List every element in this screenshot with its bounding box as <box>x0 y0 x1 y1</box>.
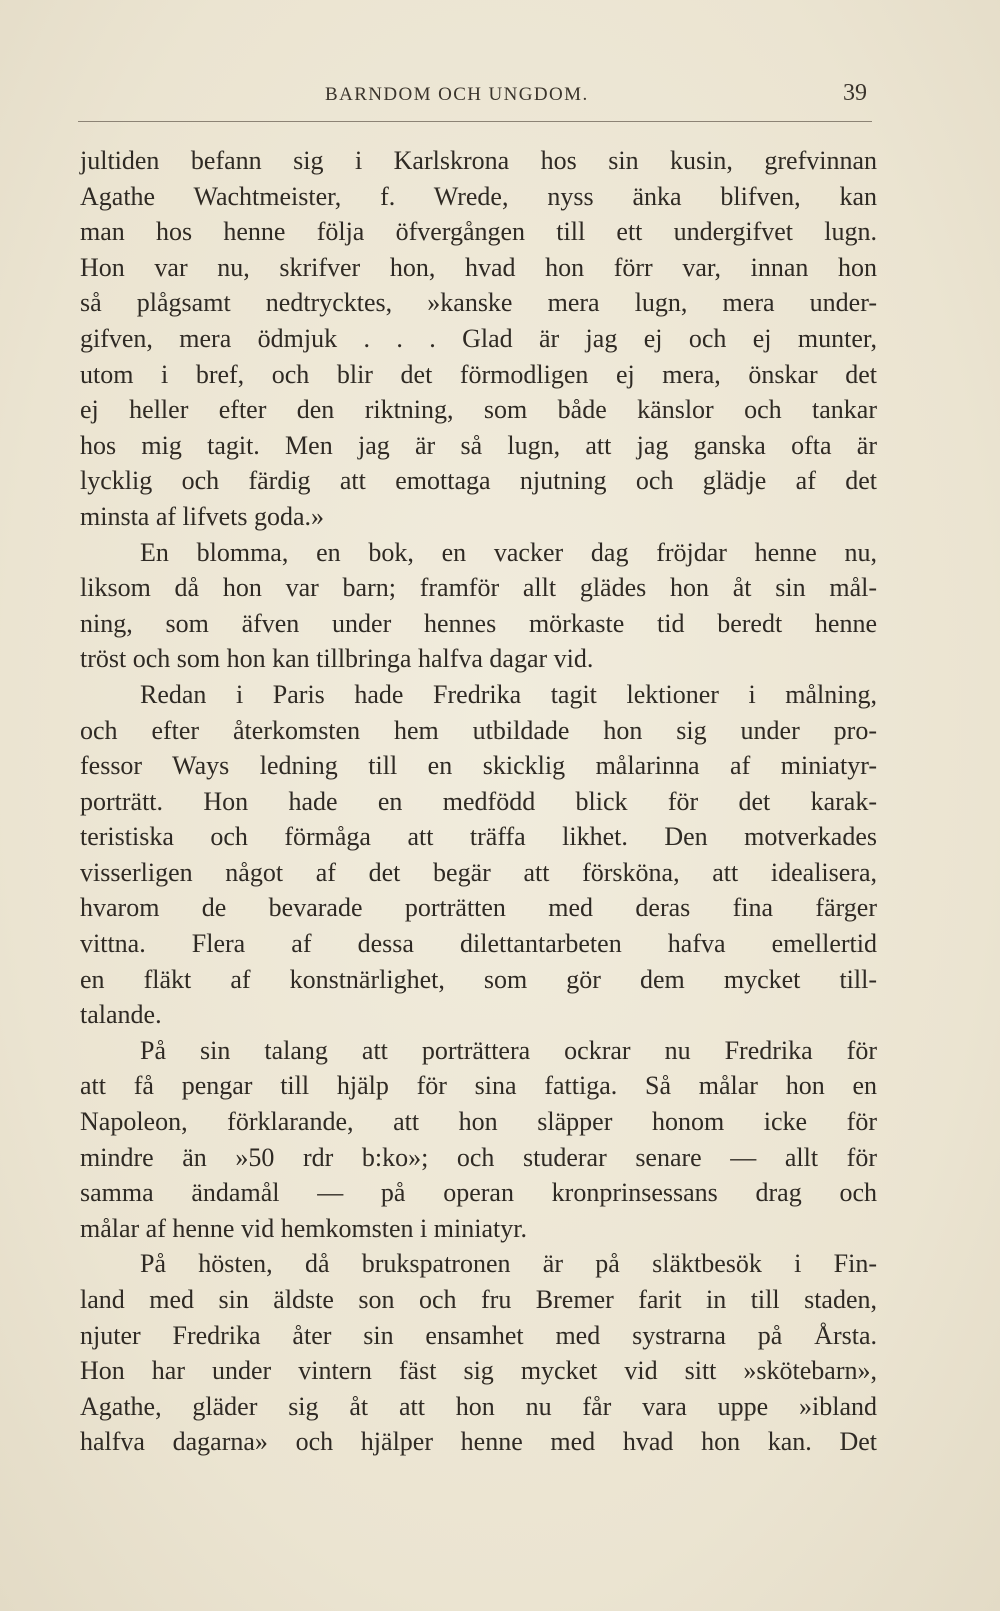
text-line: En blomma, en bok, en vacker dag fröjdar henne nu, <box>140 537 877 567</box>
text-line: hos mig tagit. Men jag är så lugn, att jag ganska ofta är <box>80 430 877 460</box>
text-line: talande. <box>80 1000 162 1030</box>
text-line: målar af henne vid hemkomsten i miniatyr. <box>80 1213 527 1243</box>
text-line: På hösten, då brukspatronen är på släktbesök i Fin- <box>140 1249 877 1279</box>
text-line: halfva dagarna» och hjälper henne med hvad hon kan. Det <box>80 1427 877 1457</box>
text-line: teristiska och förmåga att träffa likhet. Den motverkades <box>80 822 877 852</box>
body-text <box>80 143 877 1460</box>
text-line: gifven, mera ödmjuk . . . Glad är jag ej och ej munter, <box>80 323 877 353</box>
text-line: porträtt. Hon hade en medfödd blick för det karak- <box>80 786 877 816</box>
text-line: Napoleon, förklarande, att hon släpper honom icke för <box>80 1107 877 1137</box>
text-line: tröst och som hon kan tillbringa halfva dagar vid. <box>80 644 594 674</box>
text-line: man hos henne följa öfvergången till ett undergifvet lugn. <box>80 217 877 247</box>
text-line: Agathe Wachtmeister, f. Wrede, nyss änka blifven, kan <box>80 181 877 211</box>
text-line: mindre än »50 rdr b:ko»; och studerar senare — allt för <box>80 1142 877 1172</box>
text-line: fessor Ways ledning till en skicklig målarinna af miniatyr- <box>80 751 877 781</box>
text-line: hvarom de bevarade porträtten med deras fina färger <box>80 893 877 923</box>
header-rule <box>78 121 872 122</box>
text-line: liksom då hon var barn; framför allt glädes hon åt sin mål- <box>80 573 877 603</box>
text-line: Redan i Paris hade Fredrika tagit lektioner i målning, <box>140 679 877 709</box>
text-line: och efter återkomsten hem utbildade hon sig under pro- <box>80 715 877 745</box>
text-line: jultiden befann sig i Karlskrona hos sin kusin, grefvinnan <box>80 146 877 175</box>
text-line: njuter Fredrika åter sin ensamhet med systrarna på Årsta. <box>80 1320 877 1350</box>
text-line: Agathe, gläder sig åt att hon nu får vara uppe »ibland <box>80 1391 877 1421</box>
text-line: På sin talang att porträttera ockrar nu Fredrika för <box>140 1035 877 1065</box>
text-line: en fläkt af konstnärlighet, som gör dem mycket till- <box>80 964 877 994</box>
text-line: visserligen något af det begär att försköna, att idealisera, <box>80 857 877 887</box>
running-title: BARNDOM OCH UNGDOM. <box>325 84 589 105</box>
running-head <box>0 80 1000 110</box>
text-line: ej heller efter den riktning, som både känslor och tankar <box>80 395 877 425</box>
text-line: Hon har under vintern fäst sig mycket vid sitt »skötebarn», <box>80 1356 877 1386</box>
text-line: Hon var nu, skrifver hon, hvad hon förr var, innan hon <box>80 252 877 282</box>
text-line: land med sin äldste son och fru Bremer farit in till staden, <box>80 1285 877 1314</box>
text-line: vittna. Flera af dessa dilettantarbeten hafva emellertid <box>80 929 877 959</box>
page-number: 39 <box>843 80 867 106</box>
text-line: samma ändamål — på operan kronprinsessans drag och <box>80 1178 877 1208</box>
text-line: ning, som äfven under hennes mörkaste tid beredt henne <box>80 608 877 638</box>
text-line: att få pengar till hjälp för sina fattiga. Så målar hon en <box>80 1071 877 1101</box>
text-line: minsta af lifvets goda.» <box>80 501 325 531</box>
text-line: lycklig och färdig att emottaga njutning och glädje af det <box>80 466 877 496</box>
text-line: utom i bref, och blir det förmodligen ej mera, önskar det <box>80 359 877 389</box>
text-line: så plågsamt nedtrycktes, »kanske mera lugn, mera under- <box>80 288 877 318</box>
